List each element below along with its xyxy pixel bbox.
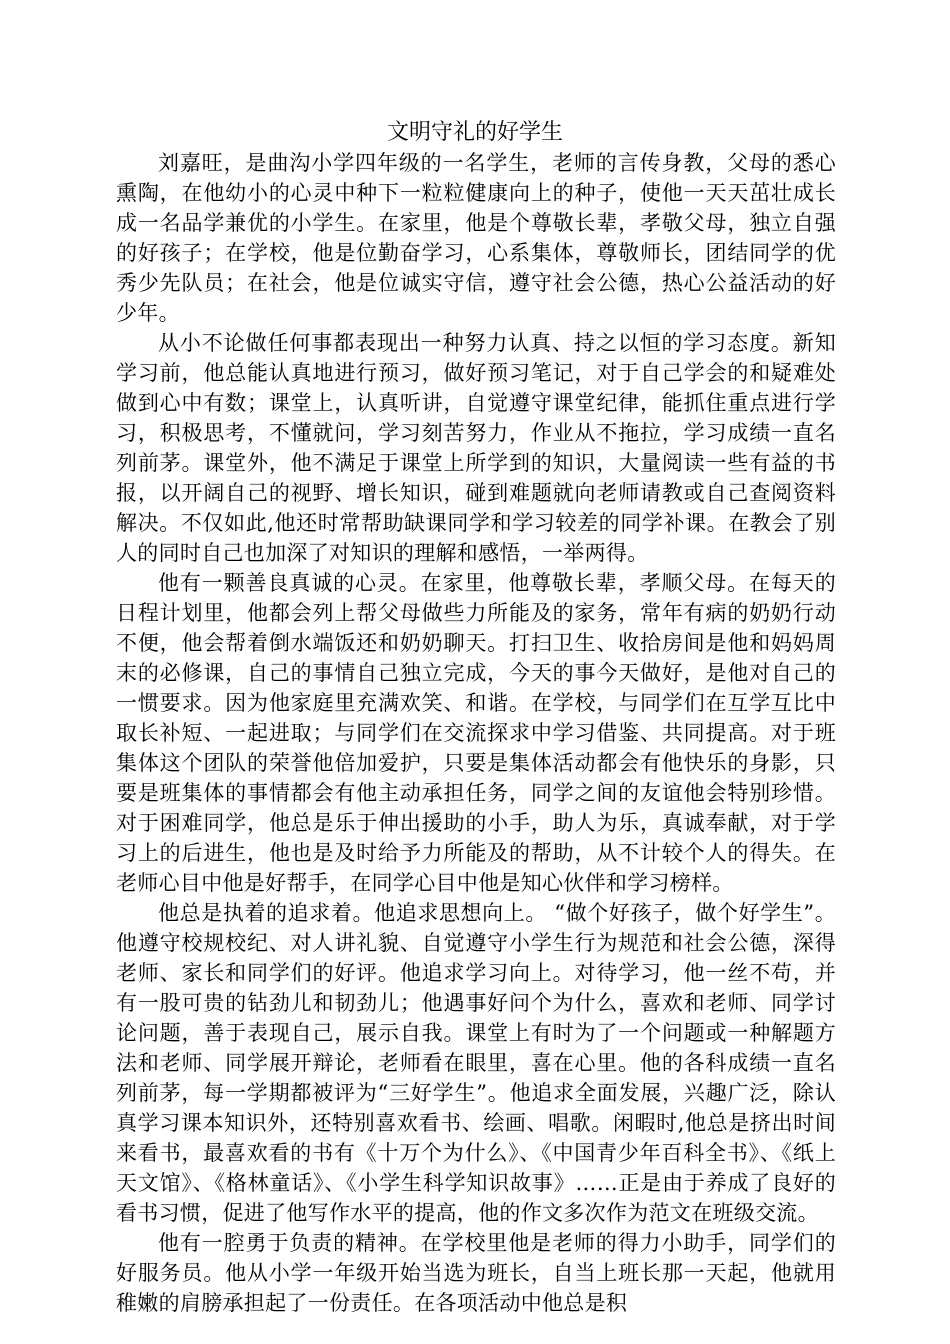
paragraph-intro: 刘嘉旺，是曲沟小学四年级的一名学生，老师的言传身教，父母的悉心熏陶，在他幼小的心灵中种下一粒粒健康向上的种子，使他一天天茁壮成长成一名品学兼优的小学生。在家里，他是个尊敬长辈，孝敬父母，独立自强的好孩子；在学校，他是位勤奋学习，心系集体，尊敬师长，团结同学的优秀少先队员；在社会，他是位诚实守信，遵守社会公德，热心公益活动的好少年。 (116, 151, 836, 325)
paragraph-pursuit: 他总是执着的追求着。他追求思想向上。 “做个好孩子，做个好学生”。他遵守校规校纪、对人讲礼貌、自觉遵守小学生行为规范和社会公德，深得老师、家长和同学们的好评。他追求学习向上。对待学习，他一丝不苟，并有一股可贵的钻劲儿和韧劲儿；他遇事好问个为什么，喜欢和老师、同学讨论问题，善于表现自己，展示自我。课堂上有时为了一个问题或一种解题方法和老师、同学展开辩论，老师看在眼里，喜在心里。他的各科成绩一直名列前茅，每一学期都被评为“三好学生”。他追求全面发展，兴趣广泛，除认真学习课本知识外，还特别喜欢看书、绘画、唱歌。闲暇时,他总是挤出时间来看书，最喜欢看的书有《十万个为什么》、《中国青少年百科全书》、《纸上天文馆》、《格林童话》、《小学生科学知识故事》……正是由于养成了良好的看书习惯，促进了他写作水平的提高，他的作文多次作为范文在班级交流。 (116, 901, 836, 1225)
paragraph-responsibility: 他有一腔勇于负责的精神。在学校里他是老师的得力小助手，同学们的好服务员。他从小学一年级开始当选为班长，自当上班长那一天起，他就用稚嫩的肩膀承担起了一份责任。在各项活动中他总是积 (116, 1231, 836, 1315)
paragraph-kind-heart: 他有一颗善良真诚的心灵。在家里，他尊敬长辈，孝顺父母。在每天的日程计划里，他都会列上帮父母做些力所能及的家务，常年有病的奶奶行动不便，他会帮着倒水端饭还和奶奶聊天。打扫卫生、收拾房间是他和妈妈周末的必修课，自己的事情自己独立完成，今天的事今天做好，是他对自己的一惯要求。因为他家庭里充满欢笑、和谐。在学校，与同学们在互学互比中取长补短、一起进取；与同学们在交流探求中学习借鉴、共同提高。对于班集体这个团队的荣誉他倍加爱护，只要是集体活动都会有他快乐的身影，只要是班集体的事情都会有他主动承担任务，同学之间的友谊他会特别珍惜。对于困难同学，他总是乐于伸出援助的小手，助人为乐，真诚奉献，对于学习上的后进生，他也是及时给予力所能及的帮助，从不计较个人的得失。在老师心目中他是好帮手，在同学心目中他是知心伙伴和学习榜样。 (116, 571, 836, 895)
document-title: 文明守礼的好学生 (386, 120, 563, 145)
document-body (116, 148, 836, 1318)
paragraph-study-attitude: 从小不论做任何事都表现出一种努力认真、持之以恒的学习态度。新知学习前，他总能认真地进行预习，做好预习笔记，对于自己学会的和疑难处做到心中有数；课堂上，认真听讲，自觉遵守课堂纪律，能抓住重点进行学习，积极思考，不懂就问，学习刻苦努力，作业从不拖拉，学习成绩一直名列前茅。课堂外，他不满足于课堂上所学到的知识，大量阅读一些有益的书报，以开阔自己的视野、增长知识，碰到难题就向老师请教或自己查阅资料解决。不仅如此,他还时常帮助缺课同学和学习较差的同学补课。在教会了别人的同时自己也加深了对知识的理解和感悟，一举两得。 (116, 331, 836, 565)
